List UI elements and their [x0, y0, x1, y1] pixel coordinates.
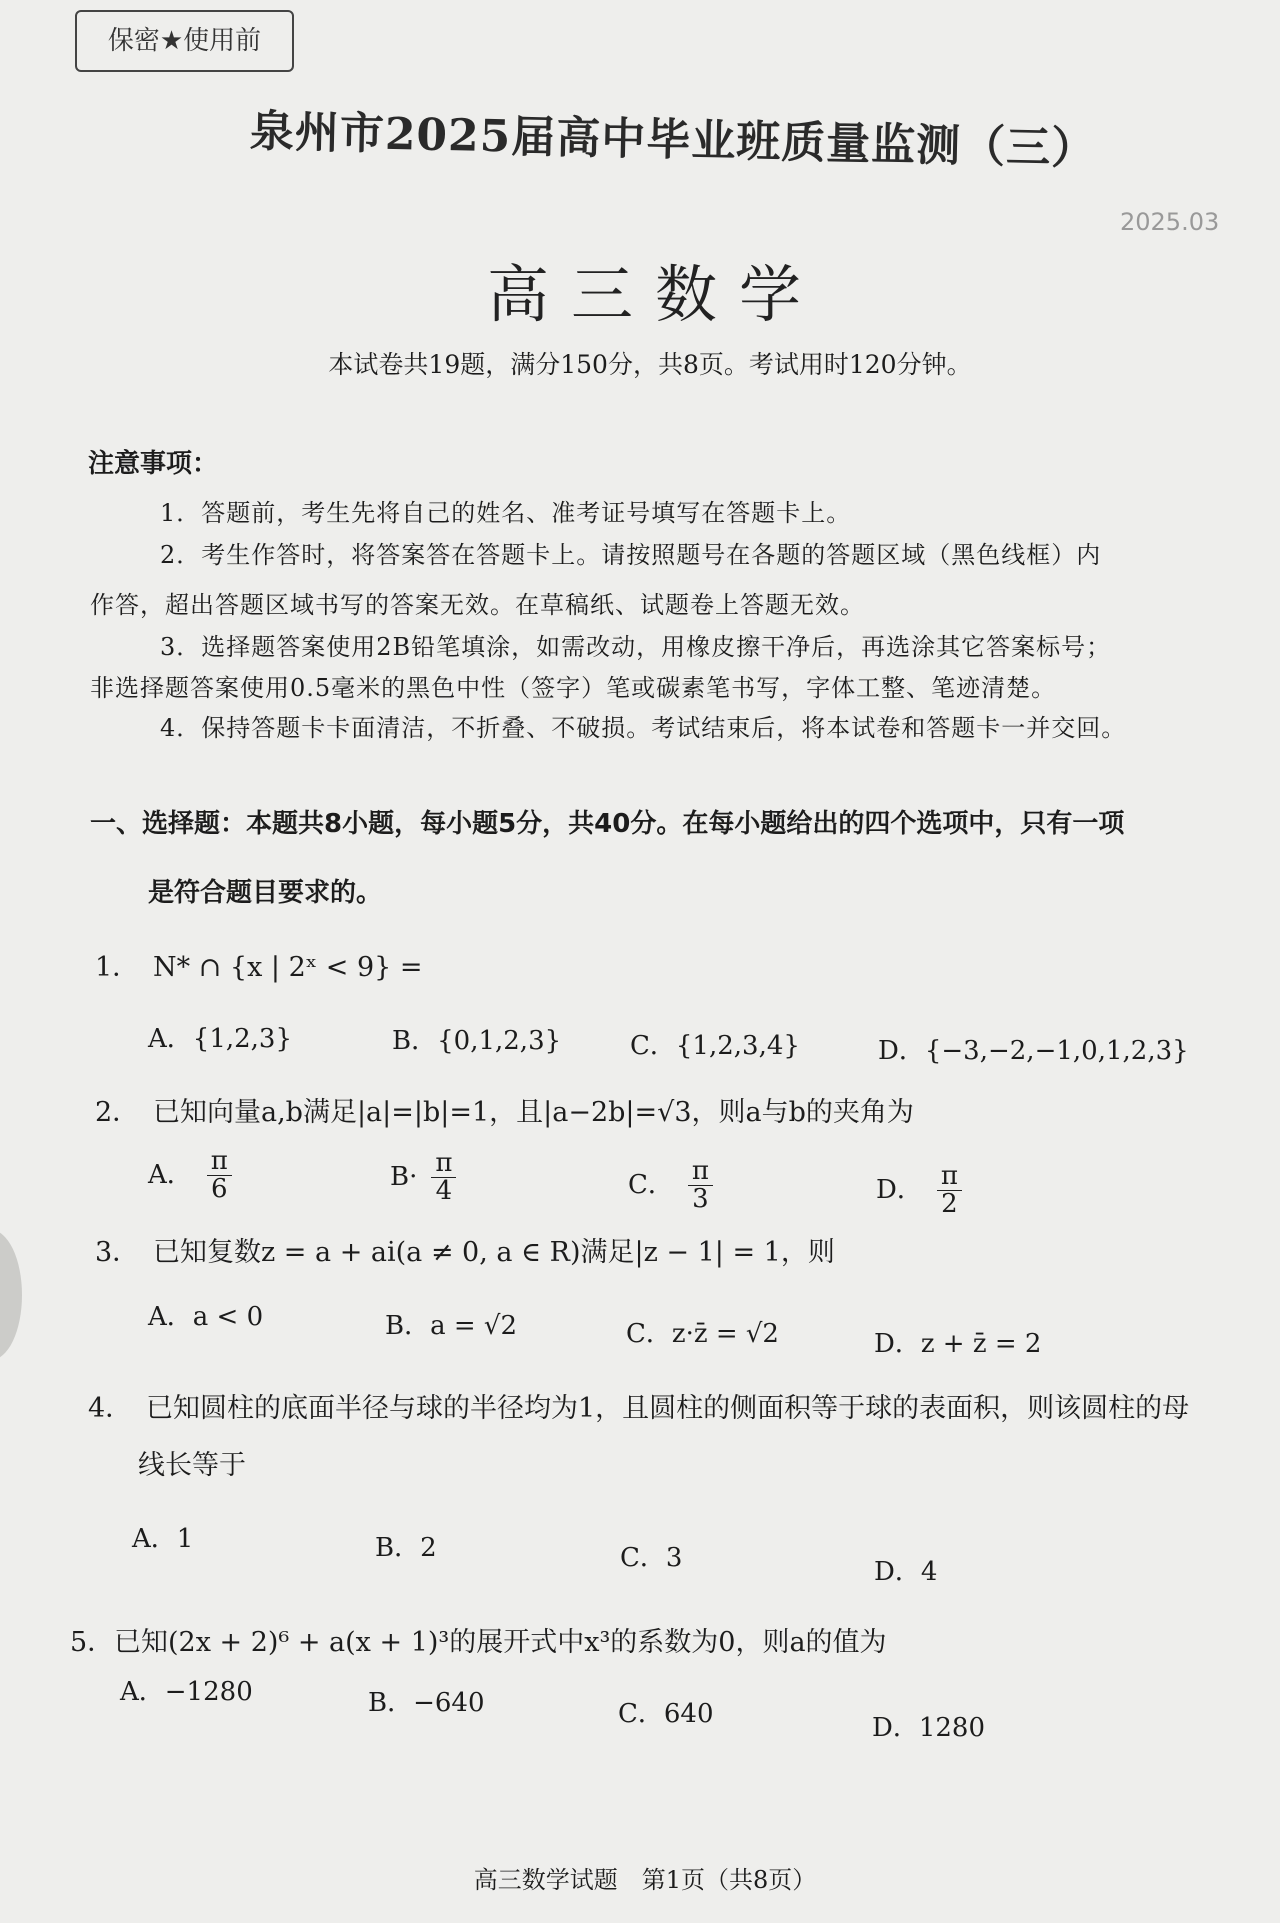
option-c: C．3	[620, 1543, 683, 1573]
question-stem: N* ∩ {x | 2ˣ < 9} =	[153, 952, 423, 983]
page-edge-shadow	[0, 1230, 22, 1360]
question-number: 1．	[95, 952, 140, 983]
option-b: B．a = √2	[385, 1311, 518, 1341]
exam-title: 泉州市2025届高中毕业班质量监测（三）	[249, 106, 1097, 175]
denominator: 3	[692, 1184, 709, 1215]
numerator: π	[937, 1163, 962, 1191]
subject-title: 高三数学	[486, 258, 823, 331]
option-d: D．4	[874, 1557, 938, 1587]
option-d: D．{−3,−2,−1,0,1,2,3}	[878, 1036, 1189, 1066]
option-c: C．640	[618, 1699, 714, 1729]
option-letter: A．	[148, 1159, 193, 1190]
question-1	[95, 945, 423, 984]
denominator: 4	[435, 1176, 453, 1207]
question-number: 3．	[95, 1237, 140, 1268]
option-b	[390, 1150, 456, 1206]
denominator: 6	[211, 1174, 228, 1205]
page-footer: 高三数学试题 第1页（共8页）	[473, 1866, 817, 1894]
question-number: 5．	[70, 1627, 115, 1658]
denominator: 2	[941, 1189, 958, 1220]
option-c: C．{1,2,3,4}	[630, 1031, 800, 1061]
question-5	[70, 1620, 887, 1659]
notes-title: 注意事项：	[88, 449, 219, 479]
question-number: 2．	[95, 1097, 140, 1128]
question-stem: 已知(2x + 2)⁶ + a(x + 1)³的展开式中x³的系数为0，则a的值为	[114, 1627, 887, 1658]
option-a: A．−1280	[120, 1677, 253, 1707]
note-item: 1．答题前，考生先将自己的姓名、准考证号填写在答题卡上。	[160, 499, 852, 527]
numerator: π	[688, 1158, 713, 1186]
option-d	[876, 1163, 962, 1219]
note-item: 2．考生作答时，将答案答在答题卡上。请按照题号在各题的答题区域（黑色线框）内	[160, 541, 1102, 569]
note-item: 4．保持答题卡卡面清洁，不折叠、不破损。考试结束后，将本试卷和答题卡一并交回。	[160, 714, 1127, 742]
fraction	[431, 1150, 456, 1206]
question-stem: 已知复数z = a + ai(a ≠ 0, a ∈ R)满足|z − 1| = 1，则	[153, 1237, 835, 1268]
option-d: D．1280	[872, 1713, 986, 1743]
fraction	[688, 1158, 713, 1214]
fraction	[207, 1148, 232, 1204]
exam-date: 2025.03	[1120, 208, 1220, 236]
question-4-cont: 线长等于	[138, 1450, 246, 1481]
question-4	[88, 1386, 1189, 1425]
section-header: 一、选择题：本题共8小题，每小题5分，共40分。在每小题给出的四个选项中，只有一项	[90, 809, 1125, 839]
question-2	[95, 1090, 914, 1129]
option-c	[628, 1158, 713, 1214]
note-item: 3．选择题答案使用2B铅笔填涂，如需改动，用橡皮擦干净后，再选涂其它答案标号；	[160, 633, 1112, 661]
option-letter: D．	[876, 1174, 923, 1205]
question-number: 4．	[88, 1393, 133, 1424]
numerator: π	[431, 1150, 456, 1178]
option-a	[148, 1148, 232, 1204]
question-stem: 已知圆柱的底面半径与球的半径均为1，且圆柱的侧面积等于球的表面积，则该圆柱的母	[146, 1393, 1190, 1424]
option-b: B．−640	[368, 1688, 485, 1718]
confidential-badge: 保密★使用前	[75, 10, 294, 72]
option-c: C．z·z̄ = √2	[626, 1319, 779, 1349]
option-d: D．z + z̄ = 2	[874, 1329, 1042, 1359]
option-b: B．2	[375, 1533, 437, 1563]
question-3	[95, 1230, 835, 1269]
numerator: π	[207, 1148, 232, 1176]
note-item: 非选择题答案使用0.5毫米的黑色中性（签字）笔或碳素笔书写，字体工整、笔迹清楚。	[90, 674, 1057, 702]
option-letter: C．	[628, 1169, 674, 1200]
option-b: B．{0,1,2,3}	[392, 1026, 562, 1056]
note-item: 作答，超出答题区域书写的答案无效。在草稿纸、试题卷上答题无效。	[90, 591, 865, 619]
option-a: A．{1,2,3}	[148, 1024, 293, 1054]
section-header-cont: 是符合题目要求的。	[148, 878, 383, 908]
exam-info: 本试卷共19题，满分150分，共8页。考试用时120分钟。	[328, 350, 972, 379]
option-a: A．1	[132, 1524, 194, 1554]
option-a: A．a < 0	[148, 1302, 264, 1332]
question-stem: 已知向量a,b满足|a|=|b|=1，且|a−2b|=√3，则a与b的夹角为	[153, 1097, 914, 1128]
option-letter: B·	[390, 1161, 418, 1192]
fraction	[937, 1163, 962, 1219]
